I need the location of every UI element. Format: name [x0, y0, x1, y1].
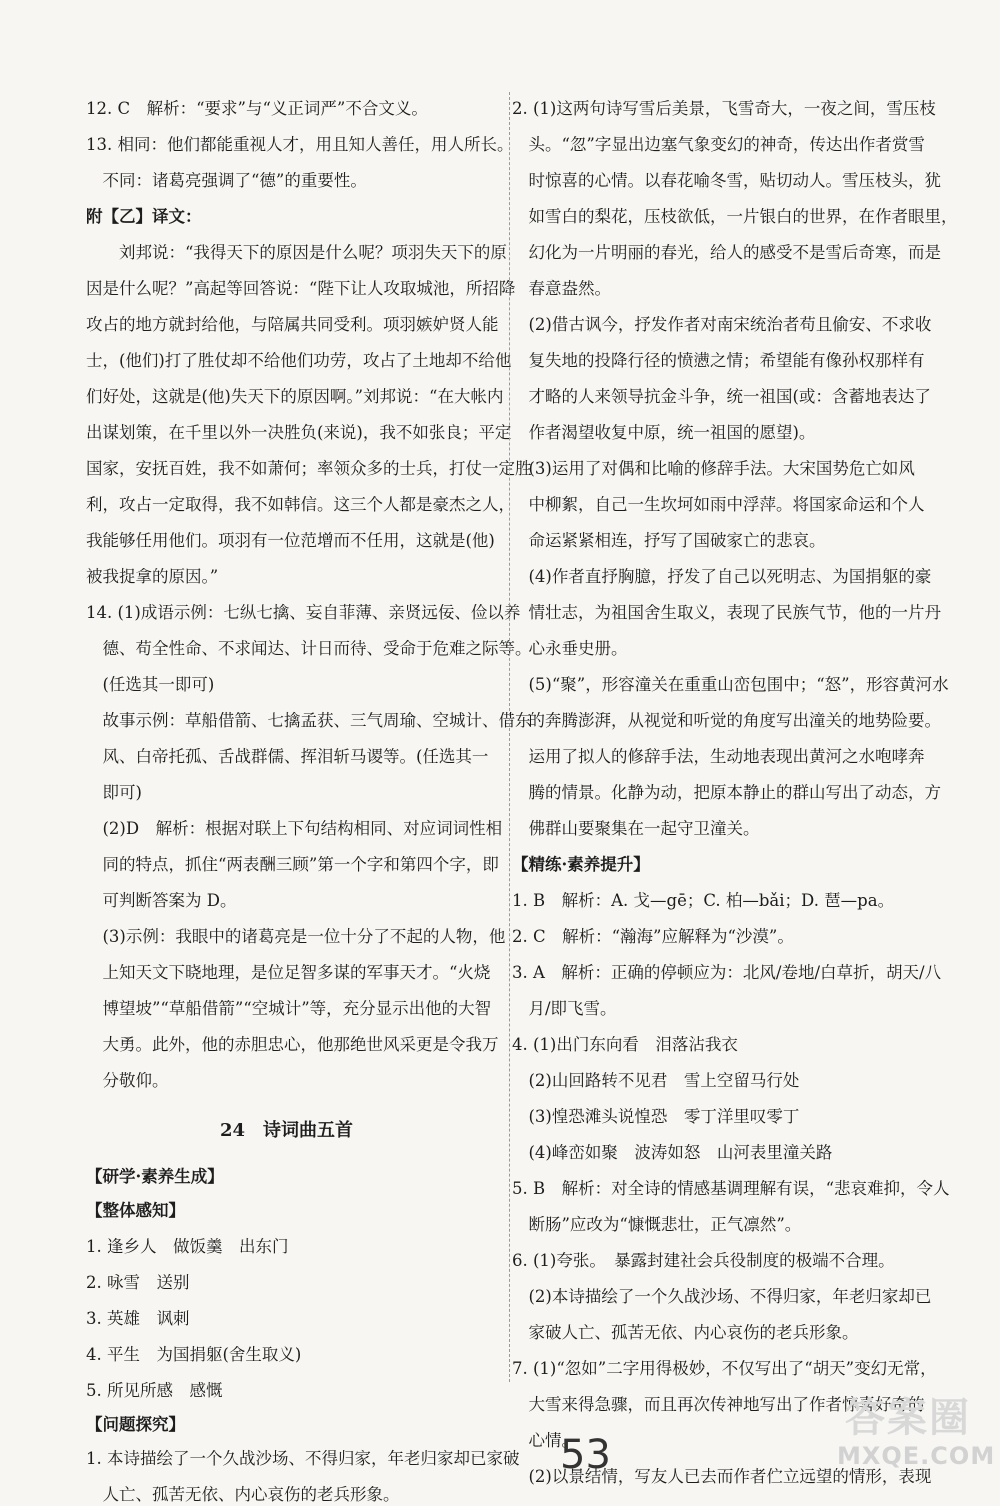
- right-text-line: 情壮志，为祖国舍生取义，表现了民族气节，他的一片丹: [512, 603, 941, 622]
- section-heading: 【精练·素养提升】: [512, 855, 650, 874]
- page-number: 53: [560, 1432, 611, 1478]
- left-text-line: 被我捉拿的原因。”: [86, 567, 219, 586]
- left-text-line: 上知天文下晓地理，是位足智多谋的军事天才。“火烧: [86, 963, 491, 982]
- right-text-line: 中柳絮，自己一生坎坷如雨中浮萍。将国家命运和个人: [512, 495, 925, 514]
- left-text-line: 4. 平生 为国捐躯(舍生取义): [86, 1345, 302, 1364]
- right-text-line: (2)山回路转不见君 雪上空留马行处: [512, 1071, 800, 1090]
- right-text-line: (4)作者直抒胸臆，抒发了自己以死明志、为国捐躯的豪: [512, 567, 932, 586]
- left-text-line: 人亡、孤苦无依、内心哀伤的老兵形象。: [86, 1485, 400, 1504]
- right-text-line: 心永垂史册。: [512, 639, 628, 658]
- right-text-line: (3)运用了对偶和比喻的修辞手法。大宋国势危亡如风: [512, 459, 915, 478]
- right-text-line: 1. B 解析：A. 戈—gē；C. 柏—bǎi；D. 琶—pa。: [512, 891, 895, 910]
- right-text-line: (4)峰峦如聚 波涛如怒 山河表里潼关路: [512, 1143, 833, 1162]
- left-text-line: 故事示例：草船借箭、七擒孟获、三气周瑜、空城计、借东: [86, 711, 532, 730]
- left-text-line: 刘邦说：“我得天下的原因是什么呢？项羽失天下的原: [86, 243, 507, 262]
- right-text-line: 家破人亡、孤苦无依、内心哀伤的老兵形象。: [512, 1323, 859, 1342]
- left-text-line: 分敬仰。: [86, 1071, 169, 1090]
- right-text-line: 6. (1)夸张。 暴露封建社会兵役制度的极端不合理。: [512, 1251, 895, 1270]
- right-text-line: 月/即飞雪。: [512, 999, 617, 1018]
- left-text-line: 即可): [86, 783, 142, 802]
- right-text-line: 才略的人来领导抗金斗争，统一祖国(或：含蓄地表达了: [512, 387, 931, 406]
- watermark-logo: [835, 1386, 995, 1478]
- left-text-line: 们好处，这就是(他)失天下的原因啊。”刘邦说：“在大帐内: [86, 387, 504, 406]
- right-text-line: 腾的情景。化静为动，把原本静止的群山写出了动态，方: [512, 783, 941, 802]
- left-text-line: 13. 相同：他们都能重视人才，用且知人善任，用人所长。: [86, 135, 514, 154]
- left-text-line: (任选其一即可): [86, 675, 215, 694]
- watermark-text: 答案圈: [845, 1395, 971, 1441]
- left-text-line: 同的特点，抓住“两表酬三顾”第一个字和第四个字，即: [86, 855, 499, 874]
- right-text-line: 心情。: [512, 1431, 578, 1450]
- left-text-line: 国家，安抚百姓，我不如萧何；率领众多的士兵，打仗一定胜: [86, 459, 532, 478]
- right-text-line: 作者渴望收复中原，统一祖国的愿望)。: [512, 423, 816, 442]
- right-text-line: 时惊喜的心情。以春花喻冬雪，贴切动人。雪压枝头，犹: [512, 171, 941, 190]
- column-divider: [509, 92, 510, 1382]
- left-text-line: 风、白帝托孤、舌战群儒、挥泪斩马谡等。(任选其一: [86, 747, 489, 766]
- left-text-line: 德、苟全性命、不求闻达、计日而待、受命于危难之际等。: [86, 639, 532, 658]
- left-text-line: 攻占的地方就封给他，与陪属共同受利。项羽嫉妒贤人能: [86, 315, 499, 334]
- left-text-line: (3)示例：我眼中的诸葛亮是一位十分了不起的人物，他: [86, 927, 506, 946]
- section-heading: 【整体感知】: [86, 1201, 185, 1220]
- right-text-line: 的奔腾澎湃，从视觉和听觉的角度写出潼关的地势险要。: [512, 711, 941, 730]
- section-heading: 【问题探究】: [86, 1415, 185, 1434]
- right-text-line: 幻化为一片明丽的春光，给人的感受不是雪后奇寒，而是: [512, 243, 941, 262]
- left-text-line: 博望坡”“草船借箭”“空城计”等，充分显示出他的大智: [86, 999, 492, 1018]
- right-text-line: 大雪来得急骤，而且再次传神地写出了作者惊喜好奇的: [512, 1395, 925, 1414]
- left-text-line: (2)D 解析：根据对联上下句结构相同、对应词词性相: [86, 819, 503, 838]
- left-text-line: 出谋划策，在千里以外一决胜负(来说)，我不如张良；平定: [86, 423, 512, 442]
- right-text-line: 4. (1)出门东向看 泪落沾我衣: [512, 1035, 738, 1054]
- left-text-line: 大勇。此外，他的赤胆忠心，他那绝世风采更是令我万: [86, 1035, 499, 1054]
- left-text-line: 1. 本诗描绘了一个久战沙场、不得归家，年老归家却已家破: [86, 1449, 520, 1468]
- left-text-line: 利，攻占一定取得，我不如韩信。这三个人都是豪杰之人，: [86, 495, 515, 514]
- left-text-line: 可判断答案为 D。: [86, 891, 237, 910]
- left-text-line: 士，(他们)打了胜仗却不给他们功劳，攻占了土地却不给他: [86, 351, 512, 370]
- right-text-line: 命运紧紧相连，抒写了国破家亡的悲哀。: [512, 531, 826, 550]
- left-text-line: 2. 咏雪 送别: [86, 1273, 190, 1292]
- right-text-line: 春意盎然。: [512, 279, 611, 298]
- left-text-line: 我能够任用他们。项羽有一位范增而不任用，这就是(他): [86, 531, 495, 550]
- right-text-line: 断肠”应改为“慷慨悲壮，正气凛然”。: [512, 1215, 802, 1234]
- right-text-line: 7. (1)“忽如”二字用得极妙，不仅写出了“胡天”变幻无常，: [512, 1359, 937, 1378]
- section-heading: 附【乙】译文：: [86, 207, 202, 226]
- right-text-line: 3. A 解析：正确的停顿应为：北风/卷地/白草折，胡天/八: [512, 963, 942, 982]
- right-text-line: (5)“聚”，形容潼关在重重山峦包围中；“怒”，形容黄河水: [512, 675, 949, 694]
- right-text-line: 如雪白的梨花，压枝欲低，一片银白的世界，在作者眼里，: [512, 207, 958, 226]
- left-text-line: 不同：诸葛亮强调了“德”的重要性。: [86, 171, 367, 190]
- left-text-line: 14. (1)成语示例：七纵七擒、妄自菲薄、亲贤远佞、俭以养: [86, 603, 521, 622]
- right-text-line: (2)本诗描绘了一个久战沙场、不得归家，年老归家却已: [512, 1287, 932, 1306]
- watermark-url: MXQE.COM: [837, 1442, 996, 1470]
- right-text-line: (2)借古讽今，抒发作者对南宋统治者苟且偷安、不求收: [512, 315, 932, 334]
- left-text-line: 3. 英雄 讽刺: [86, 1309, 190, 1328]
- left-text-line: 1. 逢乡人 做饭羹 出东门: [86, 1237, 289, 1256]
- right-text-line: (3)惶恐滩头说惶恐 零丁洋里叹零丁: [512, 1107, 800, 1126]
- left-text-line: 5. 所见所感 感慨: [86, 1381, 223, 1400]
- right-text-line: 2. (1)这两句诗写雪后美景，飞雪奇大，一夜之间，雪压枝: [512, 99, 936, 118]
- section-heading: 【研学·素养生成】: [86, 1167, 224, 1186]
- section-title: 24 诗词曲五首: [220, 1120, 354, 1141]
- left-text-line: 12. C 解析：“要求”与“义正词严”不合文义。: [86, 99, 428, 118]
- right-text-line: 运用了拟人的修辞手法，生动地表现出黄河之水咆哮奔: [512, 747, 925, 766]
- right-text-line: (2)以景结情，写友人已去而作者伫立远望的情形，表现: [512, 1467, 932, 1486]
- right-text-line: 佛群山要聚集在一起守卫潼关。: [512, 819, 760, 838]
- left-text-line: 因是什么呢？”高起等回答说：“陛下让人攻取城池，所招降: [86, 279, 516, 298]
- right-text-line: 复失地的投降行径的愤懑之情；希望能有像孙权那样有: [512, 351, 925, 370]
- right-text-line: 5. B 解析：对全诗的情感基调理解有误，“悲哀难抑，令人: [512, 1179, 950, 1198]
- right-text-line: 2. C 解析：“瀚海”应解释为“沙漠”。: [512, 927, 794, 946]
- right-text-line: 头。“忽”字显出边塞气象变幻的神奇，传达出作者赏雪: [512, 135, 925, 154]
